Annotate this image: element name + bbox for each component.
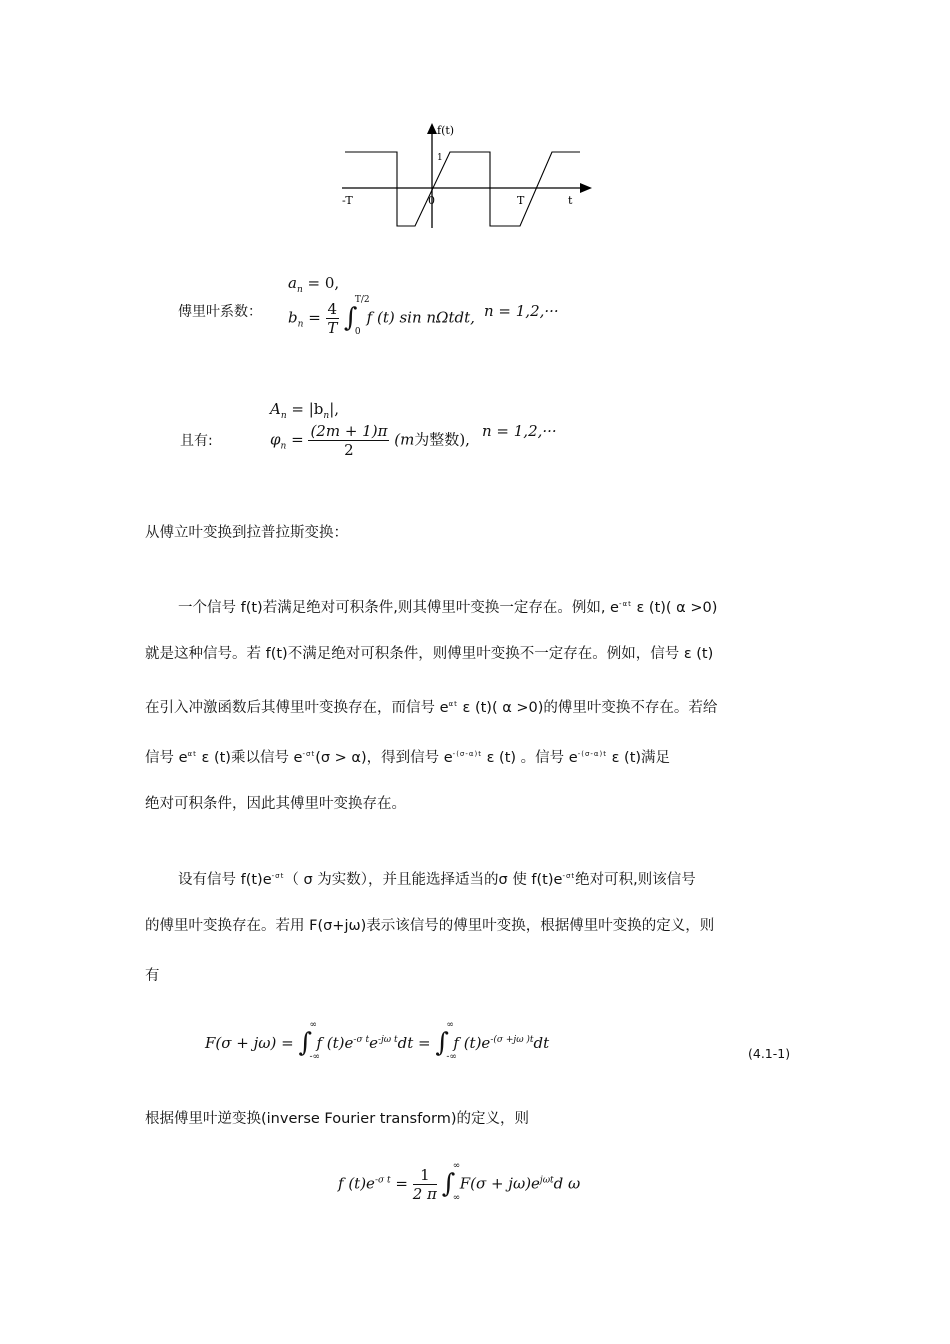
- amplitude-phase-label: 且有:: [180, 433, 213, 449]
- para1-line3-a: 在引入冲激函数后其傅里叶变换存在，而信号 e: [145, 700, 449, 716]
- para1-line4-sup4: -(σ-α)t: [577, 750, 607, 758]
- A-symbol: A: [270, 400, 281, 418]
- equation-4-1-1: [205, 1020, 550, 1062]
- eq2-integrand-sup: jωt: [539, 1175, 554, 1186]
- b-integrand: f (t) sin nΩtdt,: [366, 308, 475, 327]
- eq1-part2: e: [369, 1034, 378, 1052]
- phi-frac-den: 2: [344, 441, 354, 459]
- f-axis-label: f(t): [437, 124, 455, 137]
- para1-line1-sup: -αt: [618, 600, 632, 608]
- eq1-part4: f (t)e: [453, 1034, 491, 1052]
- eq1-part1-sup: -σ t: [353, 1035, 370, 1045]
- phi-end: ),: [459, 430, 470, 449]
- para1-line4-d: ε (t) 。信号 e: [481, 750, 578, 766]
- eq2-frac-num: 1: [413, 1166, 437, 1185]
- t-axis-label: t: [568, 194, 573, 207]
- b-int-upper: T/2: [354, 294, 370, 305]
- section-heading: 从傅立叶变换到拉普拉斯变换：: [145, 525, 348, 541]
- eq1-part1: f (t)e: [316, 1034, 354, 1052]
- eq1-int2-upper: ∞: [446, 1020, 454, 1030]
- waveform-plot: [340, 120, 600, 235]
- eq2-int-lower: ∞: [452, 1192, 461, 1203]
- tick-zero: 0: [428, 194, 435, 207]
- phi-subscript: n: [280, 441, 287, 452]
- eq2-integral: ∫ ∞ ∞: [441, 1160, 461, 1203]
- a-n-row: [288, 274, 339, 295]
- para1-line4-c: (σ > α)，得到信号 e: [315, 750, 453, 766]
- waveform-figure: [340, 120, 600, 235]
- para2-line1-c: 绝对可积,则该信号: [575, 872, 696, 888]
- b-frac-num: 4: [327, 300, 338, 318]
- eq1-integral-2: ∫ ∞ -∞: [435, 1020, 457, 1062]
- phi-cjk-text: 为整数: [414, 430, 460, 449]
- para1-line3: [145, 694, 810, 718]
- eq2-int-upper: ∞: [452, 1160, 461, 1171]
- coefficients-formula: [288, 272, 588, 352]
- eq1-integral-1: ∫ ∞ -∞: [298, 1020, 321, 1062]
- para2-line1-sup2: -σt: [562, 872, 576, 880]
- coef-n-range: [484, 302, 559, 320]
- para1-line4-e: ε (t)满足: [607, 750, 671, 766]
- eq2-equals: =: [395, 1174, 408, 1193]
- A-rhs-subscript: n: [323, 411, 330, 421]
- phi-row: [270, 422, 470, 459]
- eq2-integrand: F(σ + jω)e: [459, 1174, 540, 1193]
- eq2-frac-den: 2 π: [412, 1185, 437, 1203]
- para1-line5: 绝对可积条件，因此其傅里叶变换存在。: [145, 796, 406, 812]
- inverse-transform-sentence: 根据傅里叶逆变换(inverse Fourier transform)的定义，则: [145, 1111, 530, 1127]
- phi-fraction: [308, 422, 389, 459]
- eq1-part2-sup: -jω t: [377, 1035, 398, 1045]
- b-fraction: [326, 300, 340, 337]
- para2-line2: 的傅里叶变换存在。若用 F(σ+jω)表示该信号的傅里叶变换，根据傅里叶变换的定义，则: [145, 918, 715, 934]
- b-n-row: [288, 294, 475, 337]
- equation-inverse: [338, 1160, 581, 1203]
- ap-n-range: [482, 422, 557, 440]
- para2-line1-sup1: -σt: [271, 872, 285, 880]
- para2-line1-b: （ σ 为实数），并且能选择适当的σ 使 f(t)e: [284, 872, 563, 888]
- b-symbol: b: [288, 308, 298, 327]
- a-rhs: = 0,: [307, 274, 340, 292]
- A-subscript: n: [280, 411, 287, 421]
- a-symbol: a: [288, 274, 297, 292]
- b-int-lower: 0: [354, 326, 361, 337]
- b-integral-sign: ∫ T/2 0: [343, 294, 370, 337]
- tick-T: T: [517, 194, 525, 207]
- coef-n-range-text: n = 1,2,···: [484, 302, 559, 320]
- b-subscript: n: [297, 319, 304, 330]
- A-rhs: = |b: [291, 400, 324, 418]
- para1-line1: [178, 594, 843, 618]
- ap-n-range-text: n = 1,2,···: [482, 422, 557, 440]
- y-axis-arrow: [427, 123, 437, 134]
- A-rhs-end: |,: [329, 400, 340, 418]
- equation-number: (4.1-1): [748, 1046, 791, 1061]
- para1-line3-b: ε (t)( α >0)的傅里叶变换不存在。若给: [457, 700, 718, 716]
- eq1-lhs: F(σ + jω) =: [205, 1034, 294, 1052]
- amplitude-label: 1: [437, 153, 443, 163]
- b-equals: =: [308, 308, 321, 327]
- para1-line4-sup2: -σt: [302, 750, 316, 758]
- para2-line1-a: 设有信号 f(t)e: [178, 872, 272, 888]
- phi-equals: =: [291, 430, 304, 449]
- A-n-row: [270, 400, 339, 421]
- eq2-lhs-sup: -σ t: [374, 1175, 391, 1186]
- amplitude-phase-formula: [270, 398, 590, 478]
- phi-symbol: φ: [270, 430, 281, 449]
- eq2-lhs: f (t)e: [338, 1174, 375, 1193]
- para1-line1-b: ε (t)( α >0): [631, 600, 718, 616]
- x-axis-arrow: [580, 183, 592, 193]
- para1-line4-sup3: -(σ-α)t: [452, 750, 482, 758]
- eq1-int1-lower: -∞: [309, 1052, 321, 1062]
- coefficients-label: 傅里叶系数：: [178, 304, 262, 320]
- tick-neg-T: -T: [342, 194, 353, 207]
- phi-frac-num: (2m + 1)π: [310, 422, 388, 440]
- para1-line2: 就是这种信号。若 f(t)不满足绝对可积条件，则傅里叶变换不一定存在。例如，信号 ε (t): [145, 646, 714, 662]
- para1-line4-a: 信号 e: [145, 750, 188, 766]
- para1-line1-a: 一个信号 f(t)若满足绝对可积条件,则其傅里叶变换一定存在。例如, e: [178, 600, 619, 616]
- eq2-fraction: [413, 1166, 437, 1203]
- waveform-line: [345, 152, 580, 226]
- eq1-part3: dt =: [397, 1034, 431, 1052]
- para1-line4-b: ε (t)乘以信号 e: [196, 750, 303, 766]
- eq1-int1-upper: ∞: [309, 1020, 317, 1030]
- a-subscript: n: [296, 285, 303, 295]
- b-frac-den: T: [327, 319, 338, 337]
- para2-line1: [178, 866, 843, 890]
- para1-line4-sup1: αt: [187, 750, 197, 758]
- eq1-part4-sup: -(σ +jω )t: [490, 1035, 534, 1045]
- eq1-part5: dt: [533, 1034, 550, 1052]
- eq1-int2-lower: -∞: [446, 1052, 457, 1062]
- para2-line3: 有: [145, 968, 160, 984]
- phi-m: (m: [394, 430, 415, 449]
- para1-line3-sup: αt: [448, 700, 458, 708]
- para1-line4: [145, 744, 810, 768]
- eq2-dw: d ω: [553, 1174, 581, 1193]
